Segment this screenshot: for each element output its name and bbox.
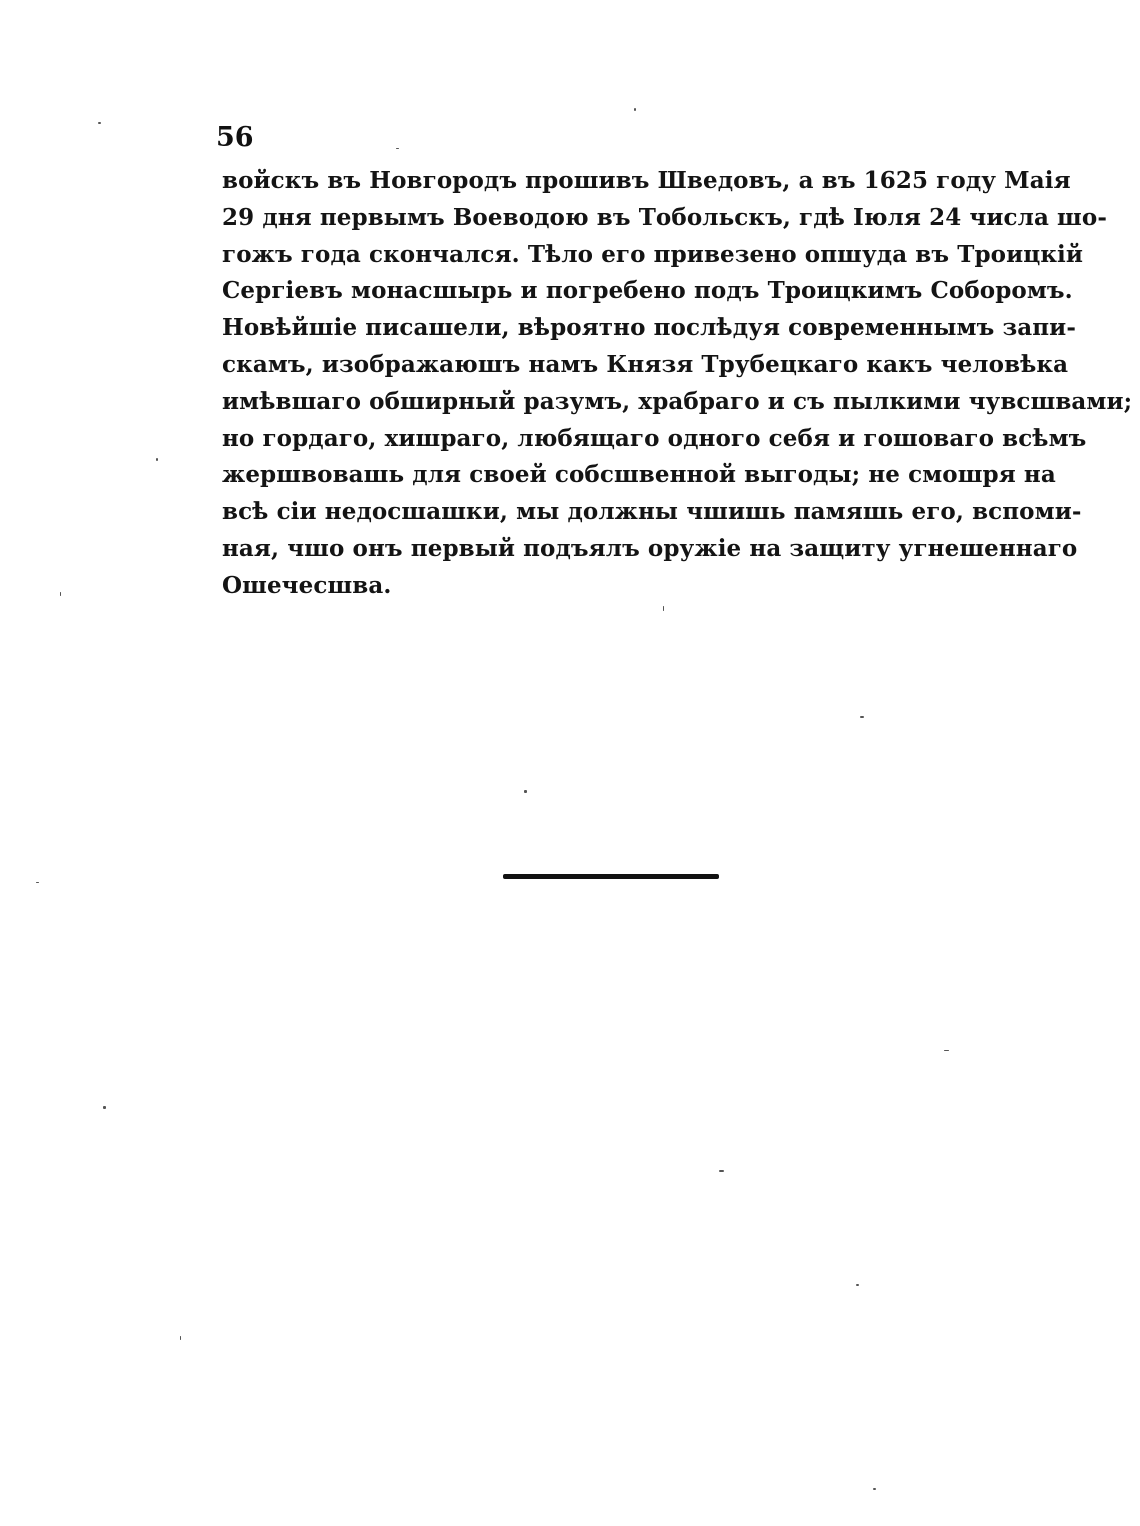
scan-speck bbox=[156, 458, 158, 461]
page-number: 56 bbox=[216, 122, 254, 153]
text-line: гожъ года скончался. Тѣло его привезено опшуда въ Троицкій bbox=[222, 240, 1084, 268]
scan-speck bbox=[944, 1050, 949, 1051]
scan-speck bbox=[98, 122, 101, 124]
scan-speck bbox=[396, 148, 399, 149]
scan-speck bbox=[634, 108, 636, 111]
scan-speck bbox=[103, 1106, 106, 1109]
scan-speck bbox=[36, 882, 39, 883]
scan-speck bbox=[873, 1488, 876, 1490]
text-line: Сергіевъ монасшырь и погребено подъ Троицкимъ Соборомъ. bbox=[222, 277, 1073, 305]
text-line: Ошечесшва. bbox=[222, 571, 392, 599]
scan-speck bbox=[60, 592, 61, 596]
end-rule bbox=[503, 874, 719, 879]
text-line: ная, чшо онъ первый подъялъ оружіе на защиту угнешеннаго bbox=[222, 534, 1078, 562]
body-text bbox=[222, 163, 1133, 605]
scan-speck bbox=[856, 1284, 859, 1286]
scan-speck bbox=[860, 716, 864, 718]
text-line: но гордаго, хишраго, любящаго одного себя и гошоваго всѣмъ bbox=[222, 424, 1087, 452]
text-line: жершвовашь для своей собсшвенной выгоды; не смошря на bbox=[222, 461, 1056, 489]
text-line: скамъ, изображаюшъ намъ Князя Трубецкаго какъ человѣка bbox=[222, 350, 1069, 378]
scan-speck bbox=[180, 1336, 181, 1340]
scan-speck bbox=[663, 606, 664, 611]
scan-speck bbox=[719, 1170, 724, 1172]
text-line: всѣ сіи недосшашки, мы должны чшишь памяшь его, вспоми- bbox=[222, 498, 1082, 526]
scan-speck bbox=[524, 790, 527, 793]
text-line: 29 дня первымъ Воеводою въ Тобольскъ, гдѣ Іюля 24 числа шо- bbox=[222, 203, 1107, 231]
text-line: имѣвшаго обширный разумъ, храбраго и съ пылкими чувсшвами; bbox=[222, 387, 1133, 415]
text-line: войскъ въ Новгородъ прошивъ Шведовъ, а въ 1625 году Маія bbox=[222, 167, 1071, 194]
text-line: Новѣйшіе писашели, вѣроятно послѣдуя современнымъ запи- bbox=[222, 314, 1076, 342]
